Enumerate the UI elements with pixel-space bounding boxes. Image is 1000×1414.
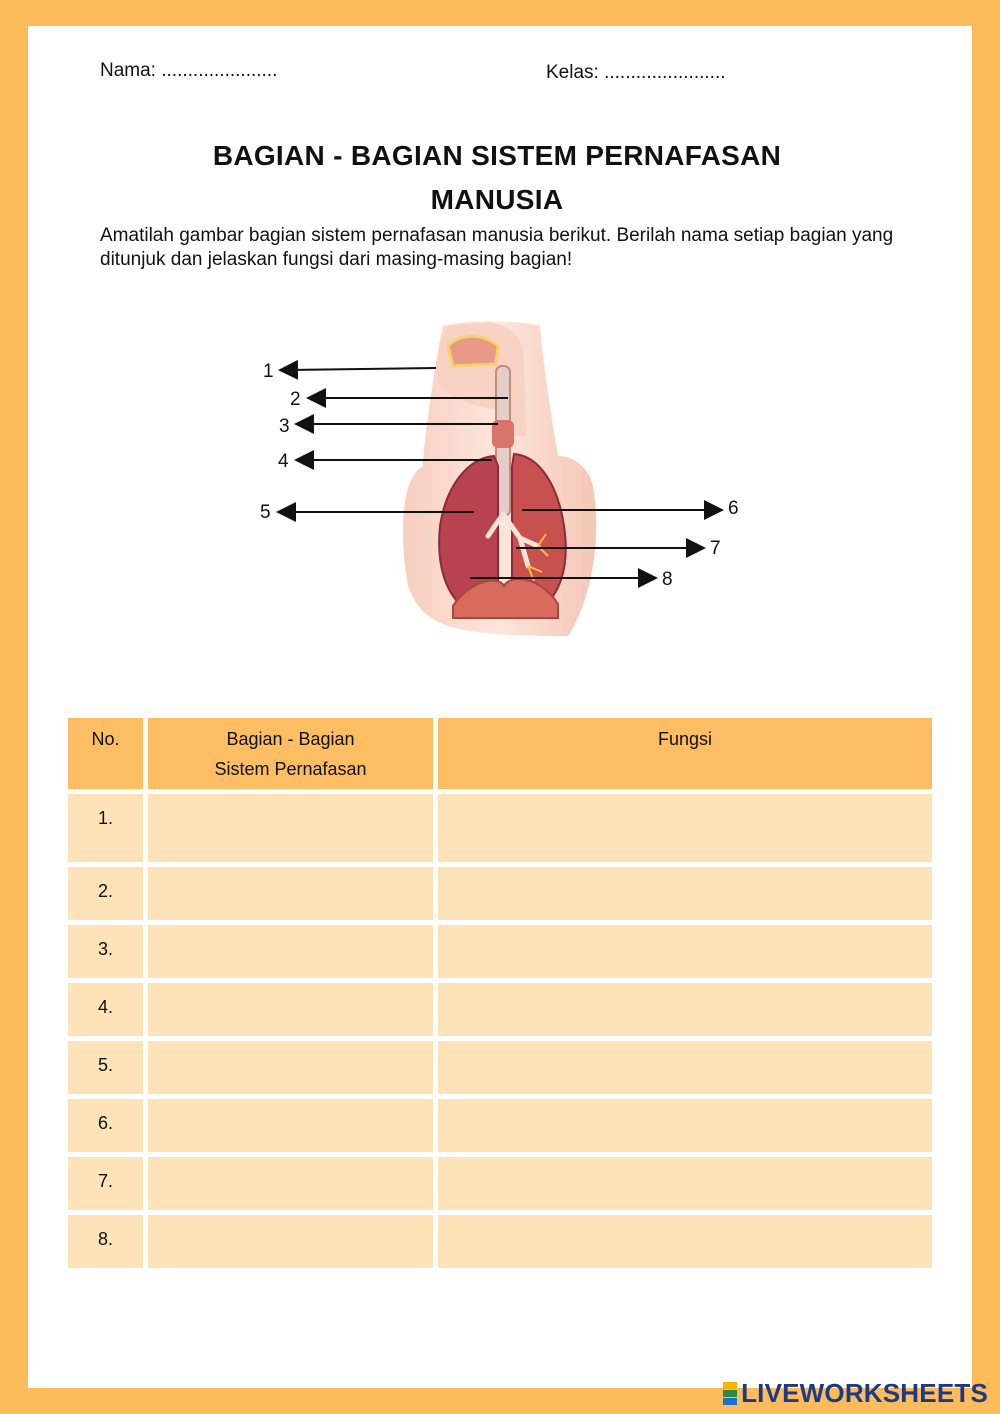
- brand-name: LIVEWORKSHEETS: [741, 1377, 988, 1408]
- table-header-row: [68, 718, 932, 789]
- liveworksheets-mark-icon: [723, 1382, 737, 1405]
- row-number: 1.: [68, 794, 143, 862]
- name-field[interactable]: Nama: ......................: [100, 60, 278, 81]
- respiratory-diagram: [28, 26, 972, 666]
- diagram-label-5: 5: [260, 502, 271, 523]
- table-row: [68, 1157, 932, 1210]
- diagram-label-6: 6: [728, 498, 739, 519]
- function-answer-cell[interactable]: [438, 1041, 932, 1094]
- respiratory-illustration: [28, 26, 972, 666]
- diagram-label-8: 8: [662, 569, 673, 590]
- table-row: [68, 867, 932, 920]
- table-row: [68, 983, 932, 1036]
- row-number: 7.: [68, 1157, 143, 1210]
- row-number: 3.: [68, 925, 143, 978]
- part-answer-cell[interactable]: [148, 1215, 433, 1268]
- function-answer-cell[interactable]: [438, 1157, 932, 1210]
- diagram-label-7: 7: [710, 538, 721, 559]
- table-row: [68, 794, 932, 862]
- header-part-line-1: Bagian - Bagian: [226, 729, 355, 749]
- part-answer-cell[interactable]: [148, 1099, 433, 1152]
- header-function: Fungsi: [438, 718, 932, 789]
- function-answer-cell[interactable]: [438, 1215, 932, 1268]
- function-answer-cell[interactable]: [438, 1099, 932, 1152]
- diagram-label-4: 4: [278, 451, 289, 472]
- row-number: 8.: [68, 1215, 143, 1268]
- table-row: [68, 1215, 932, 1268]
- row-number: 5.: [68, 1041, 143, 1094]
- row-number: 4.: [68, 983, 143, 1036]
- title-line-2: MANUSIA: [430, 184, 564, 215]
- function-answer-cell[interactable]: [438, 925, 932, 978]
- liveworksheets-logo[interactable]: [723, 1378, 988, 1408]
- pointer-1: [288, 368, 436, 370]
- instructions: Amatilah gambar bagian sistem pernafasan manusia berikut. Berilah nama setiap bagian yang ditunjuk dan jelaskan fungsi dari masing-masing bagian!: [100, 225, 894, 270]
- part-answer-cell[interactable]: [148, 794, 433, 862]
- worksheet-page: [28, 26, 972, 1388]
- part-answer-cell[interactable]: [148, 925, 433, 978]
- answer-table: [63, 713, 937, 1273]
- title-line-1: BAGIAN - BAGIAN SISTEM PERNAFASAN: [212, 140, 782, 171]
- header-part-line-2: Sistem Pernafasan: [214, 759, 367, 779]
- header-part: [148, 718, 433, 789]
- function-answer-cell[interactable]: [438, 794, 932, 862]
- part-answer-cell[interactable]: [148, 1041, 433, 1094]
- class-field[interactable]: Kelas: .......................: [546, 62, 726, 83]
- table-row: [68, 1099, 932, 1152]
- function-answer-cell[interactable]: [438, 983, 932, 1036]
- table-row: [68, 925, 932, 978]
- part-answer-cell[interactable]: [148, 867, 433, 920]
- function-answer-cell[interactable]: [438, 867, 932, 920]
- part-answer-cell[interactable]: [148, 983, 433, 1036]
- diagram-label-1: 1: [263, 361, 274, 382]
- nasal-cavity-icon: [448, 336, 498, 366]
- row-number: 2.: [68, 867, 143, 920]
- row-number: 6.: [68, 1099, 143, 1152]
- part-answer-cell[interactable]: [148, 1157, 433, 1210]
- diagram-label-2: 2: [290, 389, 301, 410]
- table-row: [68, 1041, 932, 1094]
- diagram-label-3: 3: [279, 416, 290, 437]
- header-no: No.: [68, 718, 143, 789]
